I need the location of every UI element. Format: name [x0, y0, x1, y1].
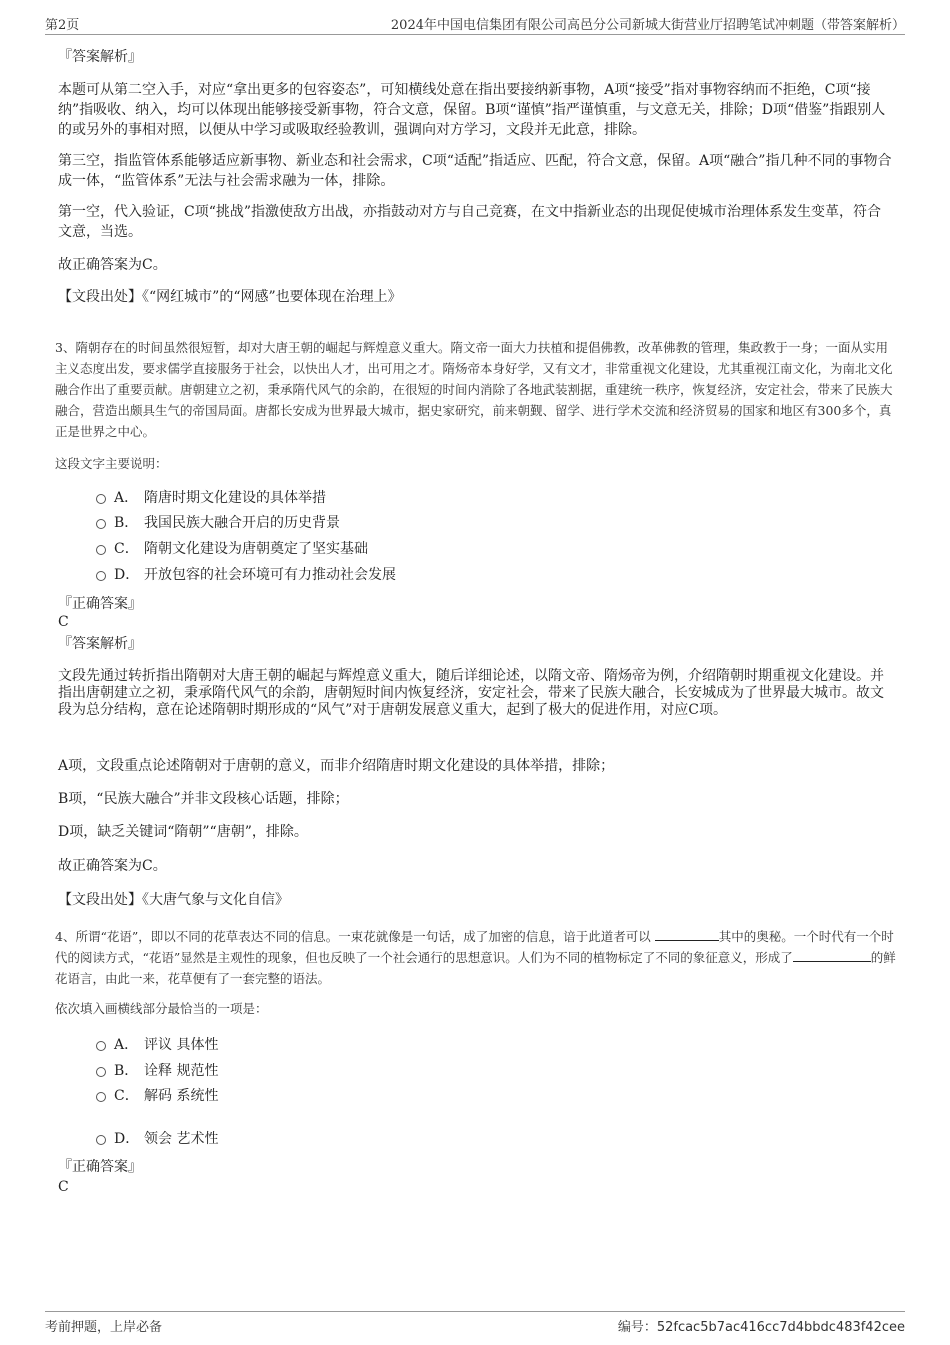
document-title: 2024年中国电信集团有限公司高邑分公司新城大街营业厅招聘笔试冲刺题（带答案解析） [390, 18, 905, 33]
correct-answer-label: 『正确答案』 [58, 596, 142, 612]
question-4-option-a[interactable]: A． 评议 具体性 [96, 1035, 218, 1055]
blank-line-2 [793, 949, 871, 962]
q3-analysis-paragraph-1: 文段先通过转折指出隋朝对大唐王朝的崛起与辉煌意义重大，随后详细论述，以隋文帝、隋炀帝为例，介绍隋朝时期重视文化建设。并指出唐朝建立之初，秉承隋代风气的余韵，唐朝短时间内恢复经济，安定社会，带来了民族大融合，长安城成为了世界最大城市。故文段为总分结构，意在论述隋朝时期形成的“风气”对于唐朝发展意义重大，起到了极大的促进作用，对应C项。 [58, 668, 884, 718]
analysis-paragraph-3: 第一空，代入验证，C项“挑战”指激使敌方出战，亦指鼓动对方与自己竞赛，在文中指新业态的出现促使城市治理体系发生变革，符合文意，当选。 [58, 204, 882, 240]
question-3-option-d[interactable]: D． 开放包容的社会环境可有力推动社会发展 [96, 565, 396, 585]
q3-analysis-paragraph-4: D项，缺乏关键词“隋朝”“唐朝”，排除。 [58, 824, 308, 840]
analysis-paragraph-1: 本题可从第二空入手，对应“拿出更多的包容姿态”，可知横线处意在指出要接纳新事物，A项“接受”指对事物容纳而不拒绝，C项“接纳”指吸收、纳入，均可以体现出能够接受新事物，符合文意，保留。B项“谨慎”指严谨慎重，与文意无关，排除；D项“借鉴”指跟别人的或另外的事相对照，以便从中学习或吸取经验教训，强调向对方学习，文段并无此意，排除。 [58, 82, 886, 138]
page-header [45, 14, 905, 35]
radio-icon[interactable] [96, 571, 106, 581]
question-4-option-c[interactable]: C． 解码 系统性 [96, 1086, 218, 1106]
radio-icon[interactable] [96, 545, 106, 555]
page-footer [45, 1311, 905, 1334]
page-number: 第2页 [45, 18, 80, 33]
radio-icon[interactable] [96, 519, 106, 529]
radio-icon[interactable] [96, 1067, 106, 1077]
question-3-option-b[interactable]: B． 我国民族大融合开启的历史背景 [96, 513, 340, 533]
question-3-prompt: 这段文字主要说明： [55, 456, 168, 471]
correct-answer-value: C [58, 1179, 69, 1195]
analysis-label: 『答案解析』 [58, 636, 142, 652]
source-citation: 【文段出处】《“网红城市”的“网感”也要体现在治理上》 [58, 289, 402, 305]
q3-analysis-paragraph-2: A项，文段重点论述隋朝对于唐朝的意义，而非介绍隋唐时期文化建设的具体举措，排除； [58, 758, 615, 774]
analysis-paragraph-2: 第三空，指监管体系能够适应新事物、新业态和社会需求，C项“适配”指适应、匹配，符合文意，保留。A项“融合”指几种不同的事物合成一体，“监管体系”无法与社会需求融为一体，排除。 [58, 153, 892, 189]
document-code: 编号：52fcac5b7ac416cc7d4bbdc483f42cee [617, 1320, 905, 1335]
question-4-option-b[interactable]: B． 诠释 规范性 [96, 1061, 218, 1081]
blank-line-1 [655, 928, 719, 941]
radio-icon[interactable] [96, 494, 106, 504]
q3-analysis-conclusion: 故正确答案为C。 [58, 858, 167, 874]
question-3-stem: 3、隋朝存在的时间虽然很短暂，却对大唐王朝的崛起与辉煌意义重大。隋文帝一面大力扶植和提倡佛教，改革佛教的管理，集政教于一身；一面从实用主义态度出发，要求儒学直接服务于社会，以快出人才，出可用之才。隋炀帝本身好学，又有文才，非常重视文化建设，尤其重视江南文化，为南北文化融合作出了重要贡献。唐朝建立之初，秉承隋代风气的余韵，在很短的时间内消除了各地武装割据，重建统一秩序，恢复经济，安定社会，带来了民族大融合，营造出颇具生气的帝国局面。唐都长安成为世界最大城市，据史家研究，前来朝觐、留学、进行学术交流和经济贸易的国家和地区有300多个，真正是世界之中心。 [55, 340, 893, 439]
radio-icon[interactable] [96, 1135, 106, 1145]
question-4-option-d[interactable]: D． 领会 艺术性 [96, 1129, 218, 1149]
correct-answer-value: C [58, 614, 69, 630]
question-3-option-a[interactable]: A． 隋唐时期文化建设的具体举措 [96, 488, 326, 508]
source-citation: 【文段出处】《大唐气象与文化自信》 [58, 892, 289, 908]
question-4-stem: 4、所谓“花语”，即以不同的花草表达不同的信息。一束花就像是一句话，成了加密的信息，谙于此道者可以 其中的奥秘。一个时代有一个时代的阅读方式，“花语”显然是主观性的现象，但也反映了一个社会通行的思想意识。人们为不同的植物标定了不同的象征意义，形成了 的鲜花语言，由此一来，花草便有了一套完整的语法。 [55, 929, 896, 986]
analysis-label: 『答案解析』 [58, 49, 142, 65]
radio-icon[interactable] [96, 1041, 106, 1051]
q3-analysis-paragraph-3: B项，“民族大融合”并非文段核心话题，排除； [58, 791, 349, 807]
correct-answer-label: 『正确答案』 [58, 1159, 142, 1175]
footer-slogan: 考前押题，上岸必备 [45, 1320, 163, 1335]
radio-icon[interactable] [96, 1092, 106, 1102]
question-3-option-c[interactable]: C． 隋朝文化建设为唐朝奠定了坚实基础 [96, 539, 368, 559]
question-4-prompt: 依次填入画横线部分最恰当的一项是： [55, 1001, 268, 1016]
analysis-conclusion: 故正确答案为C。 [58, 257, 167, 273]
